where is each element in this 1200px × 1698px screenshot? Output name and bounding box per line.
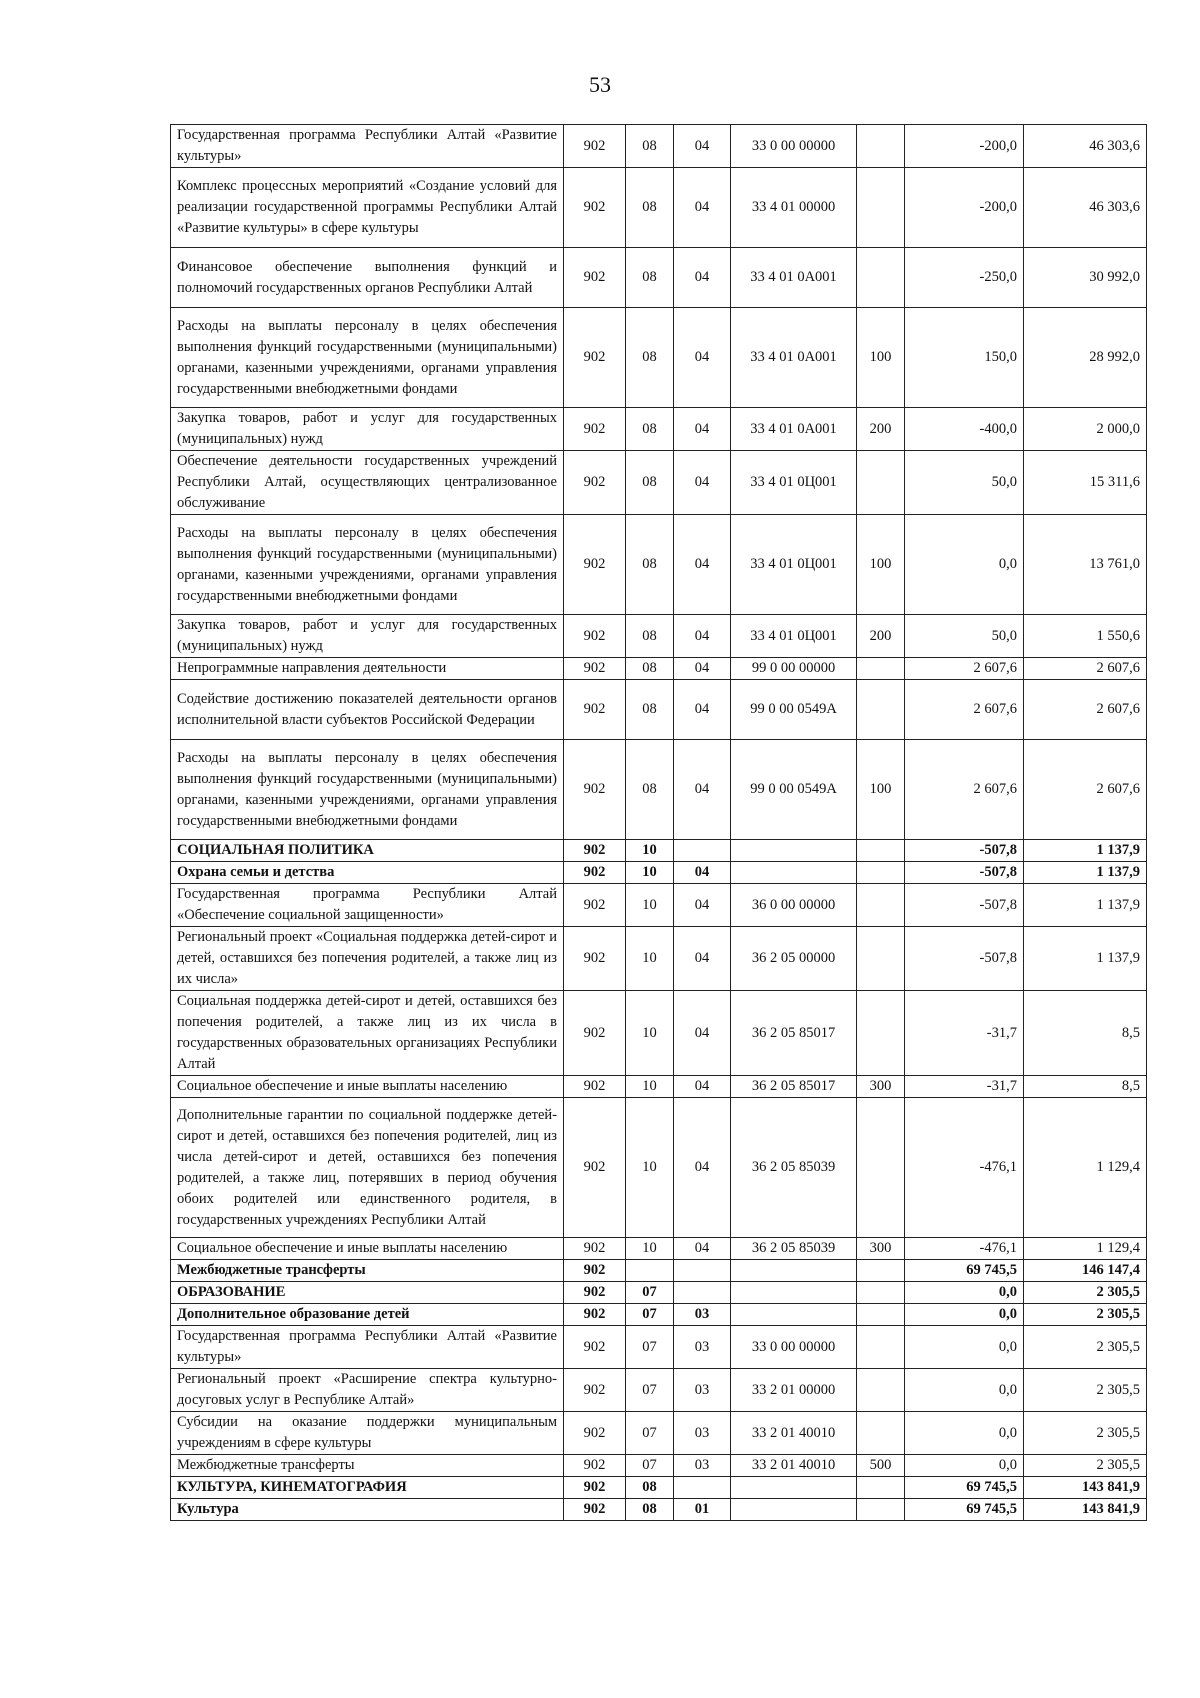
code-target-article	[731, 1477, 857, 1499]
code-section: 07	[626, 1282, 674, 1304]
code-subsection: 04	[674, 515, 731, 615]
item-name: Закупка товаров, работ и услуг для государственных (муниципальных) нужд	[171, 408, 564, 451]
code-expense-type	[857, 1412, 905, 1455]
item-name: Субсидии на оказание поддержки муниципальным учреждениям в сфере культуры	[171, 1412, 564, 1455]
code-subsection: 04	[674, 740, 731, 840]
code-section: 07	[626, 1304, 674, 1326]
amount-total: 1 550,6	[1024, 615, 1147, 658]
code-grbs: 902	[564, 615, 626, 658]
table-row	[171, 248, 1147, 308]
table-row	[171, 125, 1147, 168]
code-grbs: 902	[564, 1238, 626, 1260]
code-subsection: 04	[674, 451, 731, 515]
code-subsection: 04	[674, 615, 731, 658]
amount-change: 0,0	[905, 515, 1024, 615]
code-grbs: 902	[564, 1477, 626, 1499]
amount-change: 0,0	[905, 1369, 1024, 1412]
item-name: Межбюджетные трансферты	[171, 1260, 564, 1282]
code-expense-type	[857, 884, 905, 927]
code-grbs: 902	[564, 515, 626, 615]
code-section: 07	[626, 1369, 674, 1412]
code-target-article: 36 0 00 00000	[731, 884, 857, 927]
code-grbs: 902	[564, 1412, 626, 1455]
code-subsection: 04	[674, 991, 731, 1076]
amount-change: -31,7	[905, 991, 1024, 1076]
amount-total: 2 305,5	[1024, 1455, 1147, 1477]
code-grbs: 902	[564, 840, 626, 862]
code-subsection: 04	[674, 1076, 731, 1098]
amount-total: 1 129,4	[1024, 1098, 1147, 1238]
amount-change: -250,0	[905, 248, 1024, 308]
item-name: Закупка товаров, работ и услуг для государственных (муниципальных) нужд	[171, 615, 564, 658]
item-name: КУЛЬТУРА, КИНЕМАТОГРАФИЯ	[171, 1477, 564, 1499]
code-target-article: 36 2 05 85039	[731, 1098, 857, 1238]
code-expense-type: 300	[857, 1238, 905, 1260]
code-section: 08	[626, 308, 674, 408]
amount-total: 1 137,9	[1024, 862, 1147, 884]
item-name: Региональный проект «Расширение спектра культурно-досуговых услуг в Республике Алтай»	[171, 1369, 564, 1412]
code-section: 10	[626, 1076, 674, 1098]
item-name: Содействие достижению показателей деятельности органов исполнительной власти субъектов Российской Федерации	[171, 680, 564, 740]
code-subsection: 04	[674, 1238, 731, 1260]
code-target-article: 33 4 01 0Ц001	[731, 515, 857, 615]
budget-table	[170, 124, 1147, 1521]
code-target-article: 33 4 01 0А001	[731, 408, 857, 451]
code-target-article: 33 4 01 00000	[731, 168, 857, 248]
code-expense-type	[857, 1477, 905, 1499]
amount-total: 2 305,5	[1024, 1326, 1147, 1369]
code-grbs: 902	[564, 248, 626, 308]
table-row	[171, 740, 1147, 840]
code-expense-type	[857, 680, 905, 740]
amount-total: 1 137,9	[1024, 884, 1147, 927]
code-target-article	[731, 1282, 857, 1304]
table-row	[171, 1369, 1147, 1412]
code-subsection: 04	[674, 862, 731, 884]
amount-total: 2 607,6	[1024, 740, 1147, 840]
code-grbs: 902	[564, 1282, 626, 1304]
code-grbs: 902	[564, 740, 626, 840]
amount-change: -31,7	[905, 1076, 1024, 1098]
table-row	[171, 680, 1147, 740]
item-name: Социальное обеспечение и иные выплаты населению	[171, 1238, 564, 1260]
code-expense-type: 100	[857, 515, 905, 615]
code-target-article: 36 2 05 85039	[731, 1238, 857, 1260]
code-subsection	[674, 840, 731, 862]
table-row	[171, 1304, 1147, 1326]
amount-change: 2 607,6	[905, 740, 1024, 840]
amount-change: -476,1	[905, 1098, 1024, 1238]
amount-total: 143 841,9	[1024, 1477, 1147, 1499]
code-subsection	[674, 1260, 731, 1282]
code-section: 08	[626, 740, 674, 840]
amount-total: 2 305,5	[1024, 1369, 1147, 1412]
code-grbs: 902	[564, 451, 626, 515]
amount-change: 69 745,5	[905, 1260, 1024, 1282]
code-target-article: 36 2 05 85017	[731, 991, 857, 1076]
table-row	[171, 927, 1147, 991]
table-row	[171, 1076, 1147, 1098]
item-name: Социальная поддержка детей-сирот и детей, оставшихся без попечения родителей, а также лиц из их числа в государственных образовательных организациях Республики Алтай	[171, 991, 564, 1076]
item-name: ОБРАЗОВАНИЕ	[171, 1282, 564, 1304]
code-section: 08	[626, 658, 674, 680]
code-section: 08	[626, 408, 674, 451]
amount-total: 2 000,0	[1024, 408, 1147, 451]
code-expense-type	[857, 862, 905, 884]
amount-change: -200,0	[905, 168, 1024, 248]
code-grbs: 902	[564, 1455, 626, 1477]
code-section: 10	[626, 862, 674, 884]
code-grbs: 902	[564, 125, 626, 168]
amount-change: -507,8	[905, 927, 1024, 991]
amount-total: 8,5	[1024, 1076, 1147, 1098]
code-section: 08	[626, 248, 674, 308]
code-section: 10	[626, 1098, 674, 1238]
code-target-article: 33 4 01 0А001	[731, 308, 857, 408]
table-row	[171, 515, 1147, 615]
code-subsection: 04	[674, 125, 731, 168]
code-expense-type	[857, 451, 905, 515]
code-section	[626, 1260, 674, 1282]
code-expense-type	[857, 1499, 905, 1521]
item-name: Государственная программа Республики Алтай «Обеспечение социальной защищенности»	[171, 884, 564, 927]
code-target-article: 99 0 00 0549А	[731, 740, 857, 840]
code-subsection: 03	[674, 1455, 731, 1477]
amount-total: 1 129,4	[1024, 1238, 1147, 1260]
amount-change: -476,1	[905, 1238, 1024, 1260]
amount-total: 15 311,6	[1024, 451, 1147, 515]
code-target-article: 33 2 01 40010	[731, 1455, 857, 1477]
code-target-article: 99 0 00 00000	[731, 658, 857, 680]
item-name: Межбюджетные трансферты	[171, 1455, 564, 1477]
table-row	[171, 1260, 1147, 1282]
amount-change: 0,0	[905, 1455, 1024, 1477]
item-name: Социальное обеспечение и иные выплаты населению	[171, 1076, 564, 1098]
table-row	[171, 1412, 1147, 1455]
code-target-article: 33 0 00 00000	[731, 1326, 857, 1369]
amount-change: 0,0	[905, 1326, 1024, 1369]
code-target-article	[731, 862, 857, 884]
amount-total: 28 992,0	[1024, 308, 1147, 408]
table-row	[171, 168, 1147, 248]
amount-change: 0,0	[905, 1412, 1024, 1455]
code-subsection: 04	[674, 168, 731, 248]
item-name: Расходы на выплаты персоналу в целях обеспечения выполнения функций государственными (муниципальными) органами, казенными учреждениями, органами управления государственными внебюджетными фондами	[171, 308, 564, 408]
amount-total: 46 303,6	[1024, 125, 1147, 168]
code-grbs: 902	[564, 1260, 626, 1282]
code-grbs: 902	[564, 1076, 626, 1098]
amount-total: 2 305,5	[1024, 1412, 1147, 1455]
item-name: Расходы на выплаты персоналу в целях обеспечения выполнения функций государственными (муниципальными) органами, казенными учреждениями, органами управления государственными внебюджетными фондами	[171, 740, 564, 840]
code-expense-type	[857, 1369, 905, 1412]
amount-change: -200,0	[905, 125, 1024, 168]
code-target-article: 33 4 01 0Ц001	[731, 615, 857, 658]
code-section: 08	[626, 1499, 674, 1521]
code-section: 08	[626, 515, 674, 615]
amount-total: 8,5	[1024, 991, 1147, 1076]
code-expense-type	[857, 1304, 905, 1326]
amount-total: 146 147,4	[1024, 1260, 1147, 1282]
amount-total: 2 305,5	[1024, 1282, 1147, 1304]
code-subsection: 04	[674, 884, 731, 927]
code-subsection: 04	[674, 927, 731, 991]
code-grbs: 902	[564, 1369, 626, 1412]
amount-change: 2 607,6	[905, 658, 1024, 680]
item-name: Государственная программа Республики Алтай «Развитие культуры»	[171, 1326, 564, 1369]
amount-total: 2 607,6	[1024, 658, 1147, 680]
code-grbs: 902	[564, 168, 626, 248]
page-number: 53	[589, 72, 611, 97]
code-expense-type	[857, 991, 905, 1076]
item-name: Региональный проект «Социальная поддержка детей-сирот и детей, оставшихся без попечения родителей, а также лиц из их числа»	[171, 927, 564, 991]
amount-total: 2 305,5	[1024, 1304, 1147, 1326]
table-row	[171, 1455, 1147, 1477]
code-target-article: 99 0 00 0549А	[731, 680, 857, 740]
table-row	[171, 1499, 1147, 1521]
amount-change: -507,8	[905, 840, 1024, 862]
table-row	[171, 451, 1147, 515]
item-name: Обеспечение деятельности государственных учреждений Республики Алтай, осуществляющих централизованное обслуживание	[171, 451, 564, 515]
item-name: Охрана семьи и детства	[171, 862, 564, 884]
item-name: Дополнительное образование детей	[171, 1304, 564, 1326]
code-target-article: 33 2 01 00000	[731, 1369, 857, 1412]
amount-change: 50,0	[905, 615, 1024, 658]
code-expense-type: 100	[857, 740, 905, 840]
code-expense-type	[857, 840, 905, 862]
table-row	[171, 862, 1147, 884]
code-grbs: 902	[564, 927, 626, 991]
amount-total: 1 137,9	[1024, 840, 1147, 862]
code-subsection: 04	[674, 308, 731, 408]
table-row	[171, 308, 1147, 408]
code-section: 08	[626, 125, 674, 168]
code-section: 10	[626, 927, 674, 991]
table-row	[171, 840, 1147, 862]
code-subsection	[674, 1282, 731, 1304]
table-row	[171, 884, 1147, 927]
code-target-article	[731, 1260, 857, 1282]
code-target-article: 33 2 01 40010	[731, 1412, 857, 1455]
amount-change: 150,0	[905, 308, 1024, 408]
code-target-article: 33 4 01 0А001	[731, 248, 857, 308]
code-expense-type	[857, 658, 905, 680]
amount-change: 0,0	[905, 1282, 1024, 1304]
amount-total: 2 607,6	[1024, 680, 1147, 740]
code-section: 08	[626, 451, 674, 515]
amount-total: 30 992,0	[1024, 248, 1147, 308]
code-expense-type	[857, 168, 905, 248]
amount-change: -507,8	[905, 862, 1024, 884]
code-subsection	[674, 1477, 731, 1499]
code-target-article: 33 4 01 0Ц001	[731, 451, 857, 515]
budget-table-body	[171, 125, 1147, 1521]
code-subsection: 03	[674, 1326, 731, 1369]
amount-total: 1 137,9	[1024, 927, 1147, 991]
item-name: Государственная программа Республики Алтай «Развитие культуры»	[171, 125, 564, 168]
code-target-article	[731, 840, 857, 862]
table-row	[171, 1098, 1147, 1238]
code-section: 07	[626, 1455, 674, 1477]
code-target-article: 33 0 00 00000	[731, 125, 857, 168]
table-row	[171, 658, 1147, 680]
code-section: 08	[626, 615, 674, 658]
code-subsection: 04	[674, 1098, 731, 1238]
table-row	[171, 1326, 1147, 1369]
code-grbs: 902	[564, 1326, 626, 1369]
code-expense-type	[857, 125, 905, 168]
amount-total: 13 761,0	[1024, 515, 1147, 615]
code-subsection: 03	[674, 1412, 731, 1455]
code-subsection: 03	[674, 1369, 731, 1412]
code-grbs: 902	[564, 1098, 626, 1238]
code-section: 10	[626, 840, 674, 862]
table-row	[171, 408, 1147, 451]
code-grbs: 902	[564, 991, 626, 1076]
code-expense-type	[857, 1326, 905, 1369]
code-grbs: 902	[564, 1499, 626, 1521]
code-section: 08	[626, 168, 674, 248]
code-expense-type: 200	[857, 408, 905, 451]
code-target-article	[731, 1304, 857, 1326]
code-subsection: 04	[674, 658, 731, 680]
amount-change: -400,0	[905, 408, 1024, 451]
table-row	[171, 615, 1147, 658]
amount-total: 46 303,6	[1024, 168, 1147, 248]
item-name: СОЦИАЛЬНАЯ ПОЛИТИКА	[171, 840, 564, 862]
code-grbs: 902	[564, 408, 626, 451]
item-name: Финансовое обеспечение выполнения функций и полномочий государственных органов Республики Алтай	[171, 248, 564, 308]
code-expense-type	[857, 1260, 905, 1282]
code-expense-type	[857, 1098, 905, 1238]
table-row	[171, 991, 1147, 1076]
table-row	[171, 1238, 1147, 1260]
code-section: 10	[626, 884, 674, 927]
amount-change: -507,8	[905, 884, 1024, 927]
item-name: Культура	[171, 1499, 564, 1521]
code-section: 10	[626, 1238, 674, 1260]
code-grbs: 902	[564, 862, 626, 884]
table-row	[171, 1477, 1147, 1499]
code-section: 10	[626, 991, 674, 1076]
item-name: Расходы на выплаты персоналу в целях обеспечения выполнения функций государственными (муниципальными) органами, казенными учреждениями, органами управления государственными внебюджетными фондами	[171, 515, 564, 615]
amount-change: 69 745,5	[905, 1499, 1024, 1521]
amount-change: 0,0	[905, 1304, 1024, 1326]
amount-change: 69 745,5	[905, 1477, 1024, 1499]
code-grbs: 902	[564, 1304, 626, 1326]
code-subsection: 04	[674, 408, 731, 451]
code-subsection: 01	[674, 1499, 731, 1521]
code-expense-type: 500	[857, 1455, 905, 1477]
code-grbs: 902	[564, 658, 626, 680]
code-subsection: 04	[674, 248, 731, 308]
amount-change: 2 607,6	[905, 680, 1024, 740]
code-expense-type: 300	[857, 1076, 905, 1098]
code-target-article: 36 2 05 00000	[731, 927, 857, 991]
code-subsection: 03	[674, 1304, 731, 1326]
code-target-article	[731, 1499, 857, 1521]
code-section: 08	[626, 680, 674, 740]
code-section: 08	[626, 1477, 674, 1499]
code-grbs: 902	[564, 680, 626, 740]
code-expense-type	[857, 927, 905, 991]
code-expense-type	[857, 1282, 905, 1304]
code-expense-type: 100	[857, 308, 905, 408]
code-grbs: 902	[564, 884, 626, 927]
item-name: Непрограммные направления деятельности	[171, 658, 564, 680]
code-subsection: 04	[674, 680, 731, 740]
amount-total: 143 841,9	[1024, 1499, 1147, 1521]
code-grbs: 902	[564, 308, 626, 408]
code-expense-type	[857, 248, 905, 308]
code-expense-type: 200	[857, 615, 905, 658]
item-name: Дополнительные гарантии по социальной поддержке детей-сирот и детей, оставшихся без попечения родителей, лиц из числа детей-сирот и детей, оставшихся без попечения родителей, а также лиц, потерявших в период обучения обоих родителей или единственного родителя, в государственных учреждениях Республики Алтай	[171, 1098, 564, 1238]
amount-change: 50,0	[905, 451, 1024, 515]
code-target-article: 36 2 05 85017	[731, 1076, 857, 1098]
item-name: Комплекс процессных мероприятий «Создание условий для реализации государственной программы Республики Алтай «Развитие культуры» в сфере культуры	[171, 168, 564, 248]
table-row	[171, 1282, 1147, 1304]
code-section: 07	[626, 1412, 674, 1455]
code-section: 07	[626, 1326, 674, 1369]
